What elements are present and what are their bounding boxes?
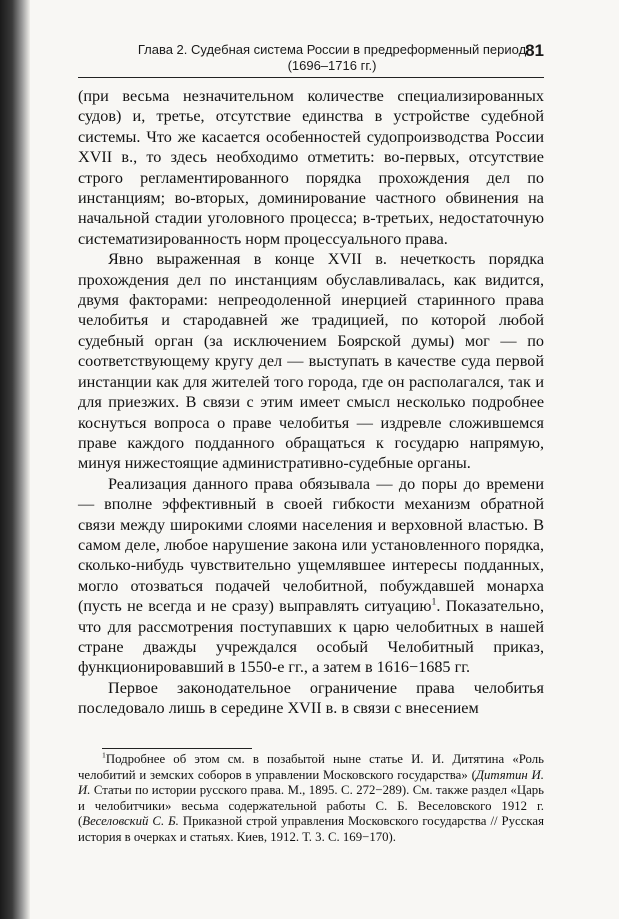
footnote-marker: 1 bbox=[102, 750, 106, 760]
paragraph-1: (при весьма незначительном количестве специализированных судов) и, третье, отсутствие единства в устройстве судебной системы. Что же касается особенностей судопроизводства России XVII в., то здесь необходимо отметить: во-первых, отсутствие строго регламентированного порядка прохождения дел по инстанциям; во-вторых, доминирование частного обвинения на начальной стадии уголовного процесса; в-третьих, недостаточную систематизированность норм процессуального права. bbox=[78, 87, 544, 248]
main-text bbox=[78, 86, 544, 719]
footnote-1 bbox=[78, 752, 544, 846]
footnote-text-c: Приказной строй управления Московского государства // Русская история в очерках и статьях. Киев, 1912. Т. 3. С. 169−170). bbox=[78, 814, 544, 844]
book-spine-shadow bbox=[0, 0, 30, 919]
footnote-rule bbox=[102, 748, 252, 749]
paragraph-4: Первое законодательное ограничение права челобитья последовало лишь в середине XVII в. в связи с внесением bbox=[78, 678, 544, 718]
header-rule bbox=[78, 77, 544, 78]
footnote-author-2: Веселовский С. Б. bbox=[82, 814, 179, 829]
footnote-text-b: Статьи по истории русского права. М., 1895. С. 272−289). См. также раздел «Царь и челобитчики» весьма содержательной работы С. Б. Веселовского 1912 г. ( bbox=[78, 783, 544, 829]
paragraph-3 bbox=[78, 474, 544, 678]
paragraph-2: Явно выраженная в конце XVII в. нечеткость порядка прохождения дел по инстанциям обуславливалась, как видится, двумя факторами: непреодоленной инерцией старинного права челобитья и стародавней же традицией, по которой любой судебный орган (за исключением Боярской думы) мог — по соответствующему кругу дел — выступать в качестве суда первой инстанции как для жителей того города, где он располагался, так и для приезжих. В связи с этим имеет смысл несколько подробнее коснуться вопроса о праве челобитья — издревле сложившемся праве каждого подданного обращаться к государю напрямую, минуя нижестоящие административно-судебные органы. bbox=[78, 250, 544, 473]
footnotes bbox=[78, 752, 544, 846]
footnote-author-1: Дитятин И. И. bbox=[78, 767, 545, 798]
footnote-text-a: Подробнее об этом см. в позабытой ныне статье И. И. Дитятина «Роль челобитий и земских соборов в управлении Московского государства» ( bbox=[78, 752, 544, 782]
chapter-title: Глава 2. Судебная система России в предреформенный период (1696–1716 гг.) bbox=[137, 42, 527, 73]
running-header bbox=[120, 42, 544, 74]
page-number: 81 bbox=[525, 41, 544, 60]
paragraph-3-text-b: . Показательно, что для рассмотрения поступавших к царю челобитных в нашей стране дважды учреждался особый Челобитный приказ, функционировавший в 1550-е гг., а затем в 1616−1685 гг. bbox=[78, 597, 544, 677]
paragraph-3-text-a: Реализация данного права обязывала — до поры до времени — вполне эффективный в своей гибкости механизм обратной связи между широкими слоями населения и верховной властью. В самом деле, любое нарушение закона или установленного порядка, сколько-нибудь чувствительно ущемлявшее интересы подданных, могло отозваться подачей челобитной, побуждавшей монарха (пусть не всегда и не сразу) выправлять ситуацию bbox=[78, 474, 544, 616]
footnote-reference[interactable]: 1 bbox=[431, 596, 437, 608]
